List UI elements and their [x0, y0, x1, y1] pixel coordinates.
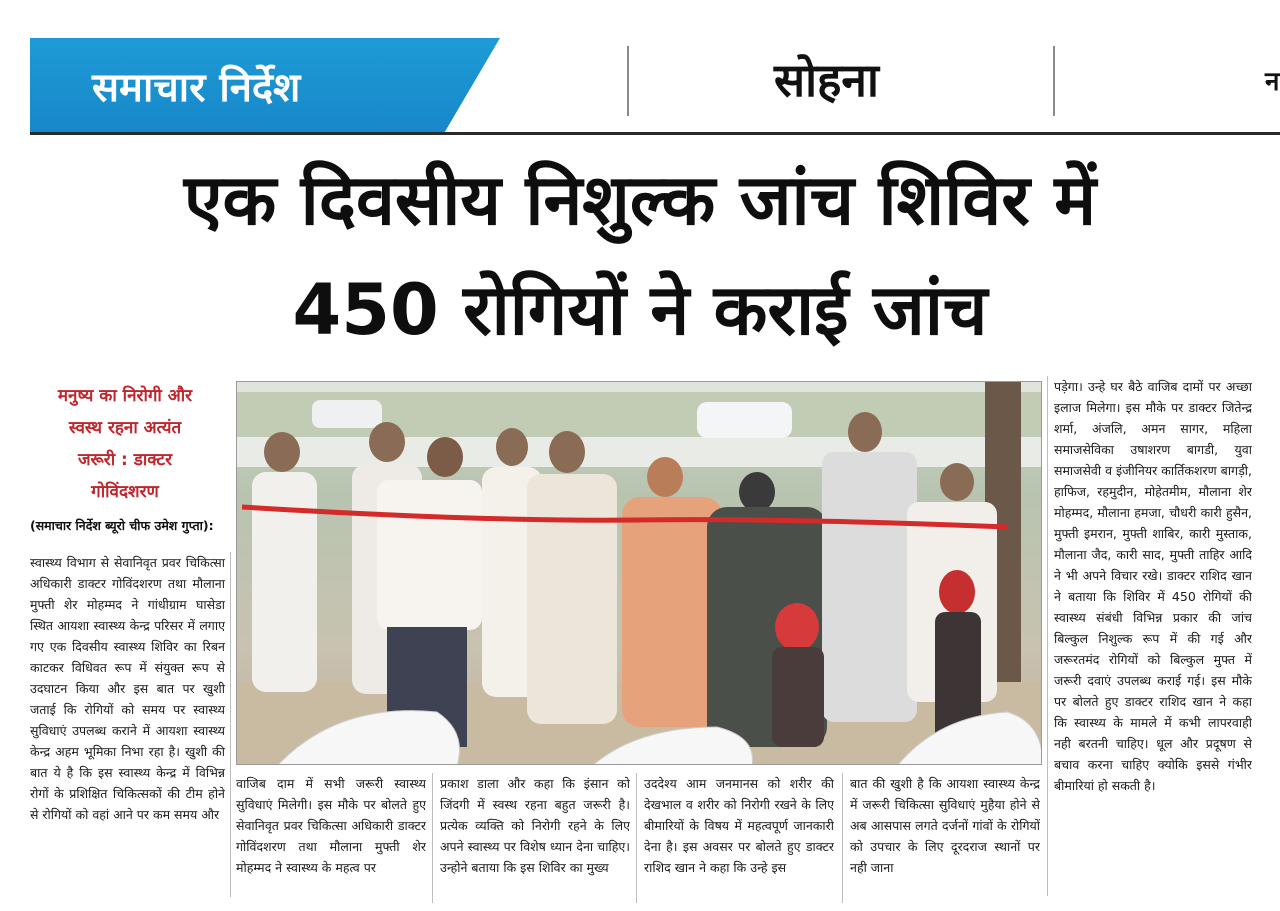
article-column-3	[440, 773, 630, 903]
column-rule	[230, 552, 231, 897]
article-text: स्वास्थ्य विभाग से सेवानिवृत प्रवर चिकित्सा अधिकारी डाक्टर गोविंदशरण तथा मौलाना मुफ्ती शेर मोहम्मद ने गांधीग्राम घासेडा स्थित आयशा स्वास्थ्य केन्द्र परिसर में लगाए गए एक दिवसीय स्वास्थ्य शिविर का रिबन काटकर विधिवत रूप में संयुक्त रूप से उदघाटन किया और इस बात पर खुशी जताई कि रोगियों को समय पर स्वास्थ्य सुविधाएं उपलब्ध कराने में आयशा स्वास्थ्य केन्द्र अहम भूमिका निभा रहा है। खुशी की बात ये है कि इस स्वास्थ्य केन्द्र में विभिन्न रोगों के प्रशिक्षित चिकित्सकों की टीम होने से रोगियों को वहां आने पर कम समय और	[30, 555, 225, 822]
next-section-label: न	[1265, 67, 1280, 97]
article-text: उददेश्य आम जनमानस को शरीर की देखभाल व शरीर को निरोगी रखने के लिए बीमारियों के विषय में महत्वपूर्ण जानकारी देना है। इस अवसर पर बोलते हुए डाक्टर राशिद खान ने कहा कि उन्हे इस	[644, 776, 834, 875]
subheadline-line: स्वस्थ रहना अत्यंत	[68, 418, 182, 438]
article-column-4	[644, 773, 834, 903]
header-divider	[1053, 46, 1055, 116]
article-column-1	[30, 552, 225, 897]
headline-line-2: 450 रोगियों ने कराई जांच	[292, 269, 988, 351]
brand-title: समाचार निर्देश	[92, 65, 301, 111]
column-rule	[432, 773, 433, 903]
article-text: वाजिब दाम में सभी जरूरी स्वास्थ्य सुविधाएं मिलेगी। इस मौके पर बोलते हुए सेवानिवृत प्रवर चिकित्सा अधिकारी डाक्टर गोविंदशरण तथा मौलाना मुफ्ती शेर मोहम्मद ने स्वास्थ्य के महत्व पर	[236, 776, 426, 875]
ribbon-cutting-photo	[237, 382, 1042, 765]
column-rule	[1047, 376, 1048, 896]
subheadline-line: गोविंदशरण	[91, 482, 159, 502]
event-photo	[236, 381, 1042, 765]
article-text: प्रकाश डाला और कहा कि इंसान को जिंदगी में स्वस्थ रहना बहुत जरूरी है। प्रत्येक व्यक्ति को निरोगी रहने के लिए अपने स्वास्थ्य पर विशेष ध्यान देना चाहिए। उन्होने बताया कि इस शिविर का मुख्य	[440, 776, 630, 875]
subheadline-line: मनुष्य का निरोगी और	[57, 386, 193, 406]
subheadline	[30, 380, 220, 508]
byline: (समाचार निर्देश ब्यूरो चीफ उमेश गुप्ता):	[30, 518, 214, 533]
column-rule	[842, 773, 843, 903]
masthead-banner	[30, 38, 1280, 134]
headline-line-1: एक दिवसीय निशुल्क जांच शिविर में	[183, 159, 1097, 241]
column-rule	[636, 773, 637, 903]
article-column-6	[1054, 376, 1252, 896]
article-text: पड़ेगा। उन्हे घर बैठे वाजिब दामों पर अच्छा इलाज मिलेगा। इस मौके पर डाक्टर जितेन्द्र शर्मा, अंजलि, अमन सागर, महिला समाजसेविका उषाशरण बागडी, युवा समाजसेवी व इंजीनियर कार्तिकशरण बागड़ी, हाफिज, रहमुदीन, मोहेतमीम, मौलाना शेर मोहम्मद, मौलाना हमजा, चौधरी कारी हुसैन, मुफ्ती इमरान, मुफ्ती शाबिर, कारी मुस्ताक, मौलाना जैद, कारी साद, मुफ्ती ताहिर आदि ने भी अपने विचार रखे। डाक्टर राशिद खान ने बताया कि शिविर में 450 रोगियों की स्वास्थ्य संबंधी विभिन्न प्रकार की जांच बिल्कुल निशुल्क रूप में की गई और जरूरतमंद रोगियों को बिल्कुल मुफ्त में जरूरी दवाएं उपलब्ध कराई गई। इस मौके पर बोलते हुए डाक्टर राशिद खान ने कहा कि स्वास्थ्य के मामले में कभी लापरवाही नही बरतनी चाहिए। धूल और प्रदूषण से बचाव करना चाहिए क्योकि इससे गंभीर बीमारियां हो सकती है।	[1054, 379, 1252, 793]
banner-bottom-rule	[30, 132, 1280, 135]
article-column-5	[850, 773, 1040, 903]
subheadline-line: जरूरी : डाक्टर	[77, 450, 173, 470]
article-text: बात की खुशी है कि आयशा स्वास्थ्य केन्द्र में जरूरी चिकित्सा सुविधाएं मुहैया होने से अब आसपास लगते दर्जनों गांवों के रोगियों को उपचार के लिए दूरदराज स्थानों पर नही जाना	[850, 776, 1040, 875]
article-column-2	[236, 773, 426, 903]
city-section-label: सोहना	[774, 53, 879, 107]
header-divider	[627, 46, 629, 116]
